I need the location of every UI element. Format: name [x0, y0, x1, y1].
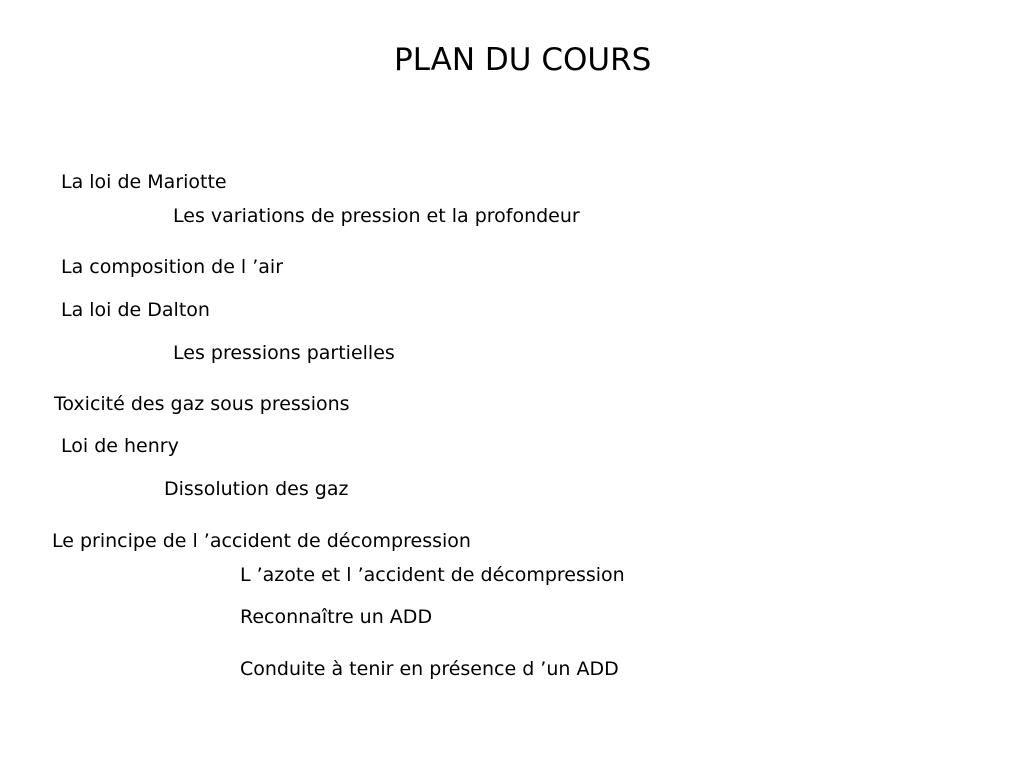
outline-subitem: Les variations de pression et la profondeur [173, 205, 580, 227]
outline-item: Toxicité des gaz sous pressions [54, 393, 350, 415]
outline-subitem: L ’azote et l ’accident de décompression [240, 564, 625, 586]
outline-item: La loi de Mariotte [61, 171, 227, 193]
outline-item: Le principe de l ’accident de décompression [52, 530, 471, 552]
outline-subitem: Dissolution des gaz [164, 478, 349, 500]
outline-subitem: Conduite à tenir en présence d ’un ADD [240, 658, 619, 680]
outline-item: La loi de Dalton [61, 299, 210, 321]
outline-item: La composition de l ’air [61, 256, 284, 278]
outline-subitem: Les pressions partielles [173, 342, 395, 364]
outline-item: Loi de henry [61, 435, 179, 457]
slide-title: PLAN DU COURS [394, 42, 652, 78]
outline-subitem: Reconnaître un ADD [240, 606, 433, 628]
